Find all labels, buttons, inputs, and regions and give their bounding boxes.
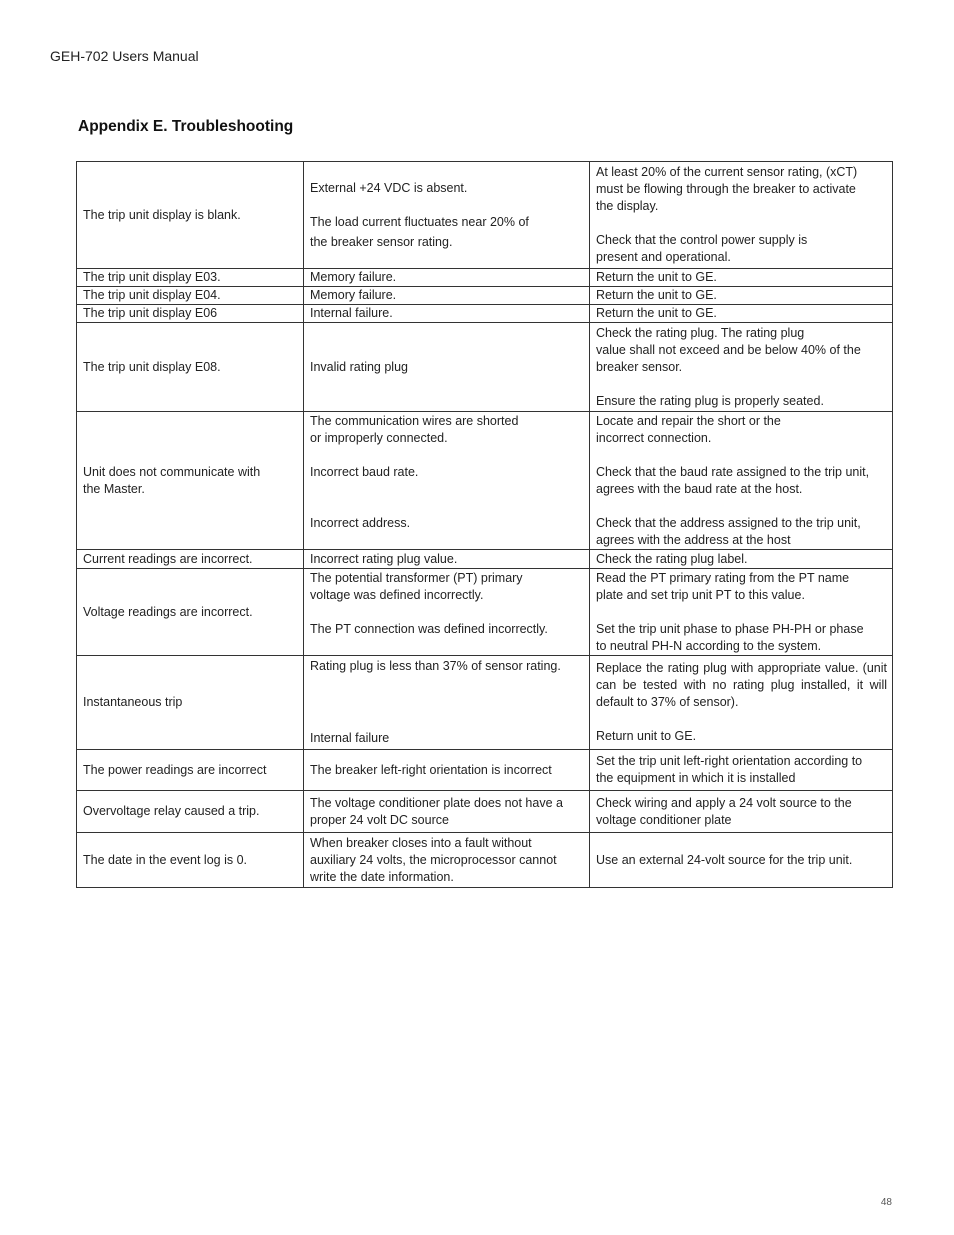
section-title: Appendix E. Troubleshooting	[78, 118, 294, 135]
cause-cell: The breaker left-right orientation is incorrect	[304, 750, 590, 791]
table-row	[77, 305, 893, 323]
table-row	[77, 569, 893, 656]
solution-cell: Locate and repair the short or the incorrect connection. Check that the baud rate assigned to the trip unit, agrees with the baud rate at the host. Check that the address assigned to the trip unit, agrees with the address at the host	[590, 412, 893, 550]
problem-cell: Voltage readings are incorrect.	[77, 569, 304, 656]
problem-cell: Instantaneous trip	[77, 656, 304, 750]
problem-cell: Overvoltage relay caused a trip.	[77, 791, 304, 833]
solution-cell: Return the unit to GE.	[590, 305, 893, 323]
solution-cell: Use an external 24-volt source for the trip unit.	[590, 833, 893, 888]
troubleshooting-table	[76, 161, 893, 888]
solution-cell: Return the unit to GE.	[590, 287, 893, 305]
table-row	[77, 550, 893, 569]
problem-cell: The power readings are incorrect	[77, 750, 304, 791]
solution-cell: Read the PT primary rating from the PT name plate and set trip unit PT to this value. Set the trip unit phase to phase PH-PH or phase to neutral PH-N according to the system.	[590, 569, 893, 656]
table-row	[77, 656, 893, 750]
cause-cell: The voltage conditioner plate does not have a proper 24 volt DC source	[304, 791, 590, 833]
cause-cell: Memory failure.	[304, 269, 590, 287]
cause-cell: Memory failure.	[304, 287, 590, 305]
page-number: 48	[880, 1197, 892, 1208]
table-row	[77, 833, 893, 888]
solution-cell: Return the unit to GE.	[590, 269, 893, 287]
problem-cell: The date in the event log is 0.	[77, 833, 304, 888]
solution-cell: At least 20% of the current sensor rating, (xCT) must be flowing through the breaker to activate the display. Check that the control power supply is present and operational.	[590, 162, 893, 269]
table-row	[77, 162, 893, 269]
cause-cell: Incorrect rating plug value.	[304, 550, 590, 569]
table-row	[77, 269, 893, 287]
problem-cell: The trip unit display is blank.	[77, 162, 304, 269]
table-row	[77, 323, 893, 412]
problem-cell: The trip unit display E06	[77, 305, 304, 323]
problem-cell: Current readings are incorrect.	[77, 550, 304, 569]
solution-cell: Replace the rating plug with appropriate value. (unit can be tested with no rating plug installed, it will default to 37% of sensor). Return unit to GE.	[590, 656, 893, 750]
problem-cell: The trip unit display E08.	[77, 323, 304, 412]
cause-cell: When breaker closes into a fault without auxiliary 24 volts, the microprocessor cannot write the date information.	[304, 833, 590, 888]
problem-cell: The trip unit display E03.	[77, 269, 304, 287]
problem-cell: The trip unit display E04.	[77, 287, 304, 305]
solution-cell: Check the rating plug label.	[590, 550, 893, 569]
table-row	[77, 287, 893, 305]
cause-cell: The potential transformer (PT) primary voltage was defined incorrectly. The PT connection was defined incorrectly.	[304, 569, 590, 656]
cause-cell: Internal failure.	[304, 305, 590, 323]
document-header: GEH-702 Users Manual	[50, 48, 199, 64]
cause-cell: Rating plug is less than 37% of sensor rating. Internal failure	[304, 656, 590, 750]
problem-cell: Unit does not communicate with the Master.	[77, 412, 304, 550]
table-row	[77, 750, 893, 791]
solution-cell: Check the rating plug. The rating plug value shall not exceed and be below 40% of the breaker sensor. Ensure the rating plug is properly seated.	[590, 323, 893, 412]
solution-cell: Set the trip unit left-right orientation according to the equipment in which it is installed	[590, 750, 893, 791]
solution-cell: Check wiring and apply a 24 volt source to the voltage conditioner plate	[590, 791, 893, 833]
cause-cell: The communication wires are shorted or improperly connected. Incorrect baud rate. Incorrect address.	[304, 412, 590, 550]
table-row	[77, 791, 893, 833]
cause-cell: External +24 VDC is absent. The load current fluctuates near 20% of the breaker sensor rating.	[304, 162, 590, 269]
cause-cell: Invalid rating plug	[304, 323, 590, 412]
table-row	[77, 412, 893, 550]
